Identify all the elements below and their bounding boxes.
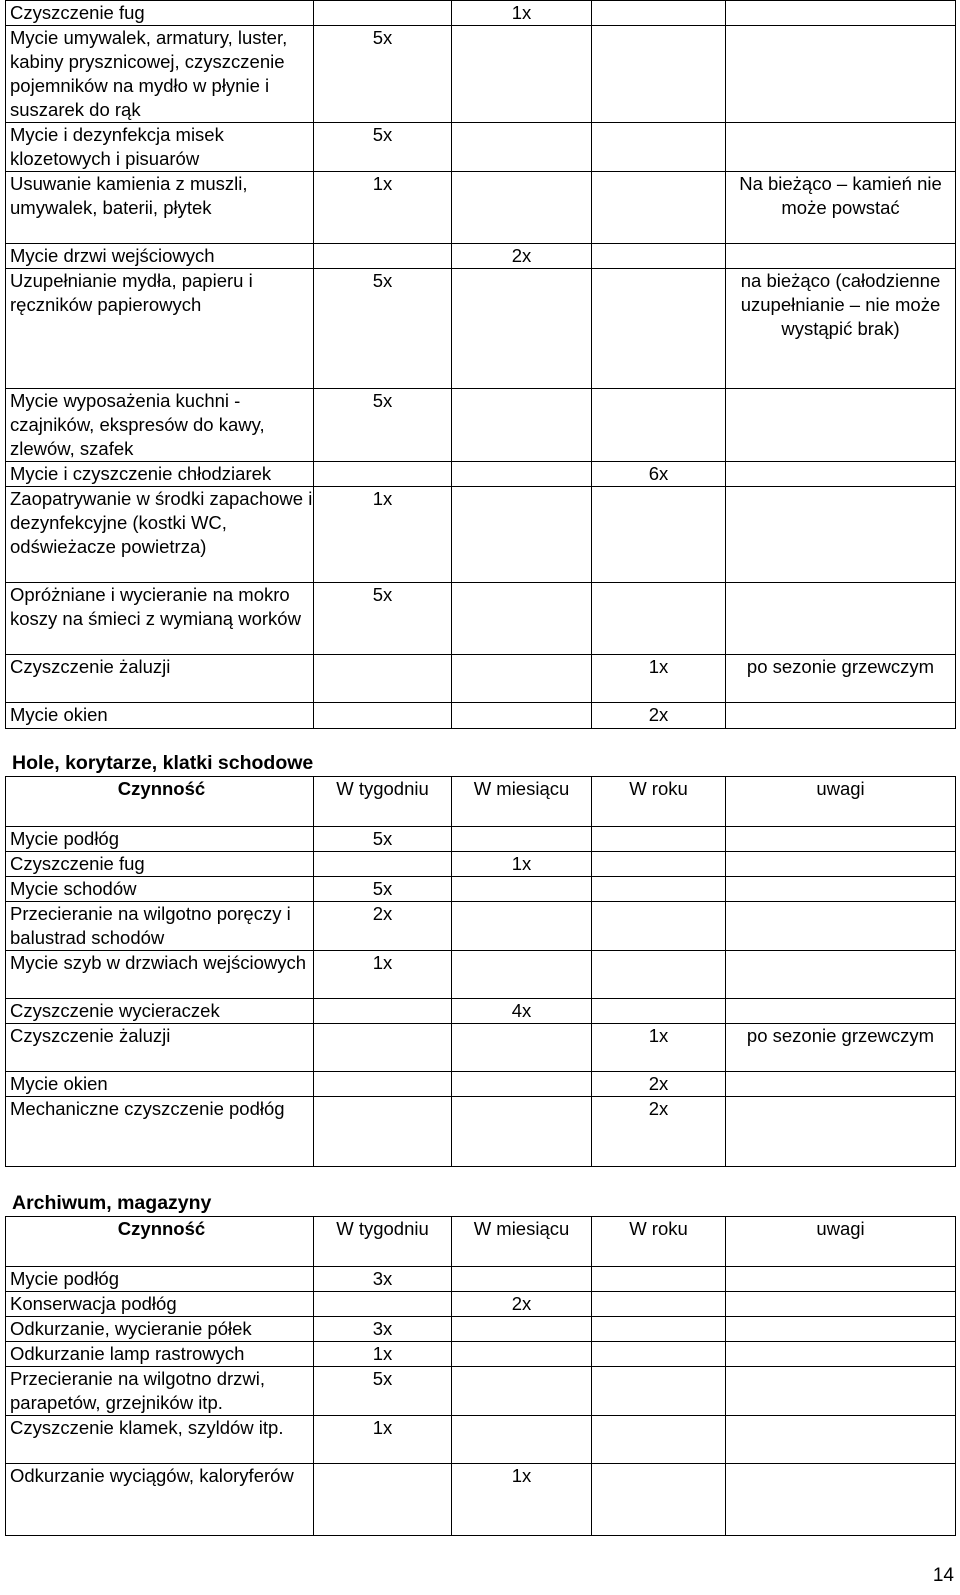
week-cell (314, 462, 452, 487)
month-cell (452, 462, 592, 487)
notes-cell: Na bieżąco – kamień nie może powstać (726, 172, 956, 244)
header-year: W roku (592, 777, 726, 827)
week-cell: 5x (314, 877, 452, 902)
task-cell: Przecieranie na wilgotno drzwi, parapetów, grzejników itp. (6, 1367, 314, 1416)
table-row (6, 655, 956, 703)
week-cell (314, 244, 452, 269)
task-cell: Mycie podłóg (6, 1267, 314, 1292)
month-cell: 1x (452, 1464, 592, 1536)
month-cell: 2x (452, 244, 592, 269)
table-row (6, 1097, 956, 1167)
week-cell: 5x (314, 583, 452, 655)
task-cell: Odkurzanie lamp rastrowych (6, 1342, 314, 1367)
month-cell (452, 172, 592, 244)
week-cell (314, 655, 452, 703)
year-cell (592, 902, 726, 951)
notes-cell: po sezonie grzewczym (726, 1024, 956, 1072)
table-row (6, 26, 956, 123)
task-cell: Mycie i dezynfekcja misek klozetowych i pisuarów (6, 123, 314, 172)
task-cell: Mycie szyb w drzwiach wejściowych (6, 951, 314, 999)
table-row (6, 487, 956, 583)
year-cell (592, 1317, 726, 1342)
section-title: Hole, korytarze, klatki schodowe (12, 752, 314, 774)
week-cell: 2x (314, 902, 452, 951)
month-cell (452, 487, 592, 583)
month-cell (452, 269, 592, 389)
task-cell: Mycie umywalek, armatury, luster, kabiny prysznicowej, czyszczenie pojemników na mydło w płynie i suszarek do rąk (6, 26, 314, 123)
table-row (6, 1267, 956, 1292)
table-row (6, 244, 956, 269)
table-sanitary (5, 0, 956, 729)
notes-cell (726, 1292, 956, 1317)
task-cell: Czyszczenie klamek, szyldów itp. (6, 1416, 314, 1464)
week-cell: 3x (314, 1267, 452, 1292)
year-cell (592, 827, 726, 852)
week-cell: 1x (314, 172, 452, 244)
table-row (6, 1, 956, 26)
month-cell (452, 1097, 592, 1167)
week-cell (314, 1464, 452, 1536)
task-cell: Mycie i czyszczenie chłodziarek (6, 462, 314, 487)
task-cell: Zaopatrywanie w środki zapachowe i dezynfekcyjne (kostki WC, odświeżacze powietrza) (6, 487, 314, 583)
table-row (6, 1317, 956, 1342)
year-cell (592, 1292, 726, 1317)
year-cell (592, 1267, 726, 1292)
table-row (6, 999, 956, 1024)
month-cell (452, 1317, 592, 1342)
year-cell (592, 1, 726, 26)
year-cell (592, 244, 726, 269)
week-cell: 5x (314, 269, 452, 389)
task-cell: Uzupełnianie mydła, papieru i ręczników papierowych (6, 269, 314, 389)
month-cell: 4x (452, 999, 592, 1024)
table-row (6, 1464, 956, 1536)
notes-cell (726, 1072, 956, 1097)
year-cell (592, 172, 726, 244)
table-row (6, 583, 956, 655)
table-row (6, 703, 956, 729)
table-row (6, 1072, 956, 1097)
table-row (6, 951, 956, 999)
table-archive (5, 1216, 956, 1536)
task-cell: Mycie okien (6, 703, 314, 729)
task-cell: Opróżniane i wycieranie na mokro koszy na śmieci z wymianą worków (6, 583, 314, 655)
week-cell: 5x (314, 389, 452, 462)
week-cell (314, 852, 452, 877)
year-cell (592, 583, 726, 655)
table-row (6, 172, 956, 244)
page-number: 14 (932, 1565, 954, 1586)
month-cell (452, 655, 592, 703)
week-cell (314, 1024, 452, 1072)
month-cell (452, 902, 592, 951)
task-cell: Mycie podłóg (6, 827, 314, 852)
notes-cell (726, 1, 956, 26)
year-cell (592, 877, 726, 902)
header-task: Czynność (6, 777, 314, 827)
task-cell: Odkurzanie wyciągów, kaloryferów (6, 1464, 314, 1536)
task-cell: Przecieranie na wilgotno poręczy i balustrad schodów (6, 902, 314, 951)
notes-cell (726, 1097, 956, 1167)
section-title: Archiwum, magazyny (12, 1192, 212, 1214)
month-cell (452, 583, 592, 655)
week-cell: 5x (314, 827, 452, 852)
week-cell: 1x (314, 1342, 452, 1367)
notes-cell (726, 999, 956, 1024)
notes-cell (726, 852, 956, 877)
month-cell (452, 951, 592, 999)
table-row (6, 462, 956, 487)
header-month: W miesiącu (452, 1217, 592, 1267)
task-cell: Mechaniczne czyszczenie podłóg (6, 1097, 314, 1167)
task-cell: Mycie drzwi wejściowych (6, 244, 314, 269)
notes-cell (726, 487, 956, 583)
task-cell: Mycie schodów (6, 877, 314, 902)
month-cell (452, 1072, 592, 1097)
table-row (6, 827, 956, 852)
table-row (6, 389, 956, 462)
year-cell: 1x (592, 1024, 726, 1072)
year-cell (592, 389, 726, 462)
notes-cell (726, 1416, 956, 1464)
week-cell (314, 999, 452, 1024)
notes-cell (726, 123, 956, 172)
week-cell: 1x (314, 1416, 452, 1464)
notes-cell (726, 244, 956, 269)
notes-cell (726, 1342, 956, 1367)
header-notes: uwagi (726, 1217, 956, 1267)
notes-cell (726, 1317, 956, 1342)
year-cell (592, 999, 726, 1024)
notes-cell (726, 827, 956, 852)
notes-cell (726, 902, 956, 951)
month-cell (452, 1416, 592, 1464)
task-cell: Mycie wyposażenia kuchni - czajników, ekspresów do kawy, zlewów, szafek (6, 389, 314, 462)
year-cell (592, 123, 726, 172)
notes-cell (726, 26, 956, 123)
task-cell: Czyszczenie fug (6, 852, 314, 877)
week-cell: 5x (314, 123, 452, 172)
year-cell (592, 487, 726, 583)
month-cell (452, 123, 592, 172)
notes-cell (726, 389, 956, 462)
task-cell: Czyszczenie wycieraczek (6, 999, 314, 1024)
month-cell: 1x (452, 1, 592, 26)
month-cell (452, 1367, 592, 1416)
week-cell: 5x (314, 1367, 452, 1416)
table-row (6, 902, 956, 951)
table-row (6, 1292, 956, 1317)
year-cell: 2x (592, 1072, 726, 1097)
month-cell (452, 1024, 592, 1072)
week-cell: 3x (314, 1317, 452, 1342)
week-cell (314, 1072, 452, 1097)
table-row (6, 1367, 956, 1416)
table-row (6, 852, 956, 877)
year-cell (592, 1464, 726, 1536)
task-cell: Odkurzanie, wycieranie półek (6, 1317, 314, 1342)
month-cell (452, 1342, 592, 1367)
year-cell (592, 269, 726, 389)
notes-cell: po sezonie grzewczym (726, 655, 956, 703)
week-cell (314, 1292, 452, 1317)
week-cell: 1x (314, 487, 452, 583)
table-row (6, 269, 956, 389)
notes-cell (726, 703, 956, 729)
year-cell: 6x (592, 462, 726, 487)
table-row (6, 877, 956, 902)
year-cell (592, 1416, 726, 1464)
table-row (6, 1416, 956, 1464)
year-cell (592, 951, 726, 999)
year-cell (592, 1367, 726, 1416)
month-cell (452, 703, 592, 729)
notes-cell (726, 877, 956, 902)
task-cell: Mycie okien (6, 1072, 314, 1097)
week-cell (314, 703, 452, 729)
year-cell: 1x (592, 655, 726, 703)
week-cell (314, 1, 452, 26)
year-cell: 2x (592, 703, 726, 729)
year-cell (592, 852, 726, 877)
header-task: Czynność (6, 1217, 314, 1267)
task-cell: Czyszczenie fug (6, 1, 314, 26)
month-cell (452, 827, 592, 852)
month-cell (452, 1267, 592, 1292)
week-cell: 1x (314, 951, 452, 999)
table-row (6, 1342, 956, 1367)
year-cell (592, 1342, 726, 1367)
notes-cell (726, 462, 956, 487)
task-cell: Konserwacja podłóg (6, 1292, 314, 1317)
week-cell (314, 1097, 452, 1167)
table-row (6, 1024, 956, 1072)
month-cell: 2x (452, 1292, 592, 1317)
header-week: W tygodniu (314, 1217, 452, 1267)
month-cell (452, 26, 592, 123)
week-cell: 5x (314, 26, 452, 123)
notes-cell (726, 1464, 956, 1536)
year-cell: 2x (592, 1097, 726, 1167)
task-cell: Czyszczenie żaluzji (6, 655, 314, 703)
notes-cell (726, 1267, 956, 1292)
table-row (6, 123, 956, 172)
year-cell (592, 26, 726, 123)
header-month: W miesiącu (452, 777, 592, 827)
table-header-row (6, 1217, 956, 1267)
header-notes: uwagi (726, 777, 956, 827)
task-cell: Czyszczenie żaluzji (6, 1024, 314, 1072)
task-cell: Usuwanie kamienia z muszli, umywalek, baterii, płytek (6, 172, 314, 244)
month-cell: 1x (452, 852, 592, 877)
month-cell (452, 877, 592, 902)
table-halls (5, 776, 956, 1167)
header-year: W roku (592, 1217, 726, 1267)
notes-cell (726, 583, 956, 655)
month-cell (452, 389, 592, 462)
table-header-row (6, 777, 956, 827)
header-week: W tygodniu (314, 777, 452, 827)
notes-cell (726, 951, 956, 999)
notes-cell: na bieżąco (całodzienne uzupełnianie – nie może wystąpić brak) (726, 269, 956, 389)
notes-cell (726, 1367, 956, 1416)
